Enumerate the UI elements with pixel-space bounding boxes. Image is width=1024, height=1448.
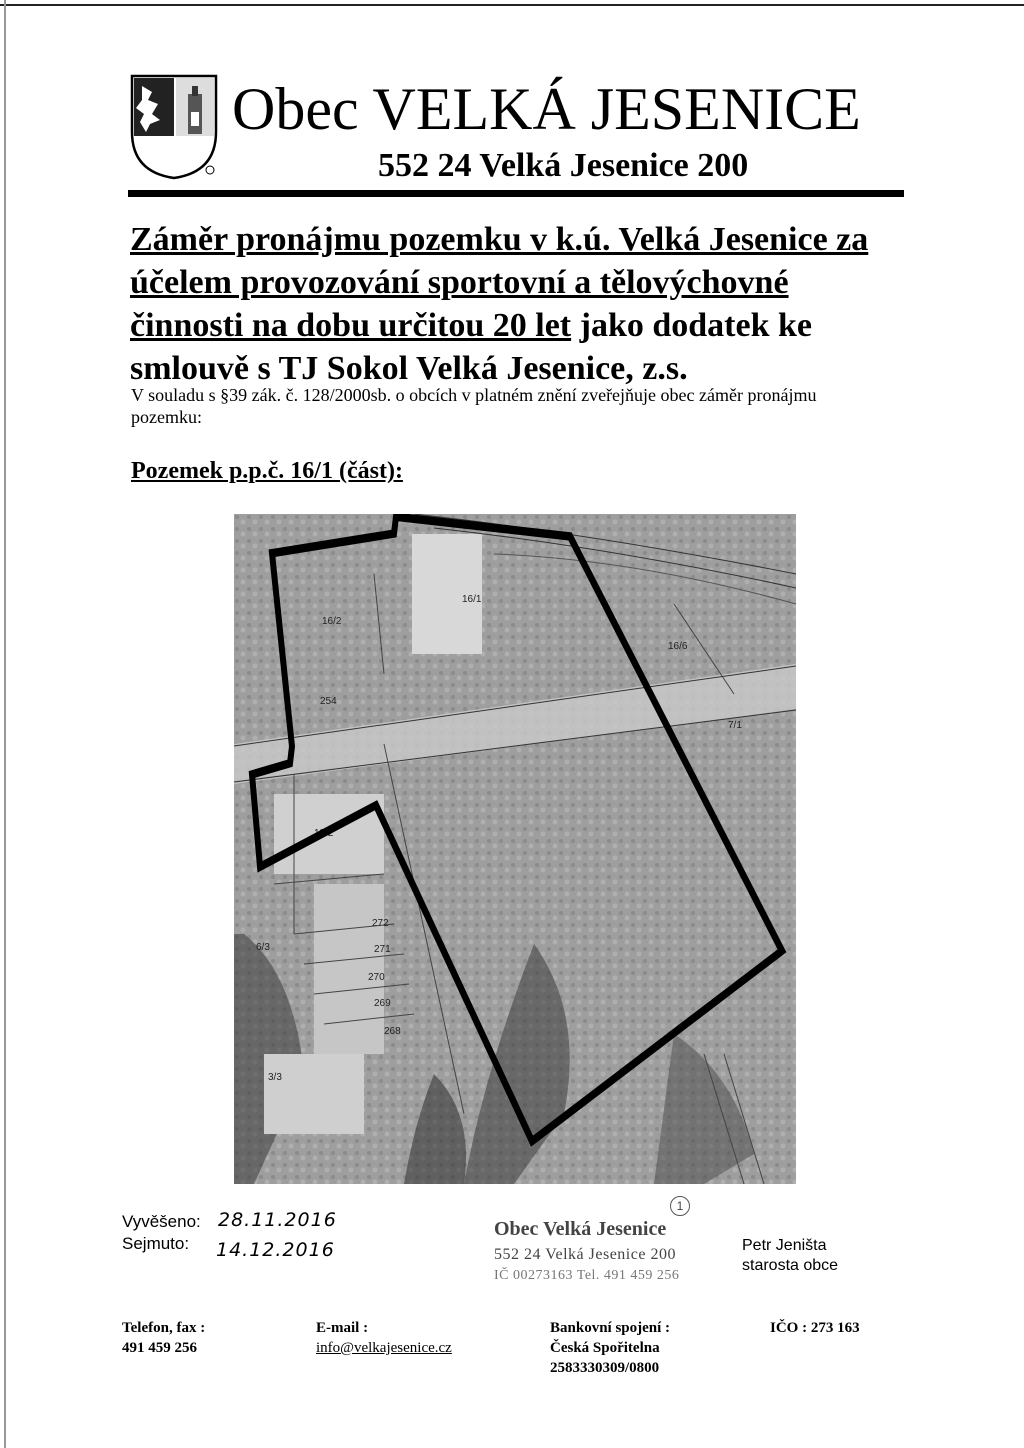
parcel-label: 3/3 [268,1072,282,1083]
parcel-map [234,514,796,1184]
parcel-label: 6/3 [256,942,270,953]
signer-name: Petr Jeništa [742,1237,827,1254]
coat-of-arms-icon [128,72,220,182]
notice-heading-underlined: Záměr pronájmu pozemku v k.ú. Velká Jesenice za účelem provozování sportovní a tělovýchovné činnosti na dobu určitou 20 let [130,221,869,344]
email-label: E-mail : [316,1320,369,1336]
parcel-label: 269 [374,998,391,1009]
footer-bank [550,1318,670,1378]
parcel-label: 271 [374,944,391,955]
notice-intro: V souladu s §39 zák. č. 128/2000sb. o obcích v platném znění zveřejňuje obec záměr pronájmu pozemku: [131,385,817,427]
parcel-label: 254 [320,696,337,707]
posted-date: 28.11.2016 [218,1209,337,1231]
scan-top-edge [0,4,1024,6]
phone-value: 491 459 256 [122,1340,197,1356]
parcel-label: 268 [384,1026,401,1037]
posted-label: Vyvěšeno: [122,1212,201,1231]
removed-label: Sejmuto: [122,1234,190,1253]
parcel-label: 270 [368,972,385,983]
parcel-label: 7/1 [728,720,742,731]
parcel-label: 16/2 [322,616,342,627]
signer-role: starosta obce [742,1257,839,1274]
parcel-label: 16/6 [668,641,688,652]
header-divider [128,190,904,197]
bank-label: Bankovní spojení : [550,1320,671,1336]
stamp-line-ids: IČ 00273163 Tel. 491 459 256 [494,1268,680,1283]
parcel-label: 13/2 [314,828,334,839]
footer-ico: IČO : 273 163 [770,1320,860,1336]
removed-date: 14.12.2016 [216,1239,335,1261]
parcel-label: 272 [372,918,389,929]
municipality-name: Obec VELKÁ JESENICE [232,76,861,142]
municipal-stamp [482,1196,712,1296]
bank-name: Česká Spořitelna [550,1340,660,1356]
municipality-address: 552 24 Velká Jesenice 200 [378,147,749,184]
footer-phone [122,1318,205,1358]
stamp-line-name: Obec Velká Jesenice [494,1218,667,1240]
phone-label: Telefon, fax : [122,1320,206,1336]
bank-account: 2583330309/0800 [550,1360,660,1376]
footer-email [316,1318,452,1358]
scan-left-edge [4,0,6,1448]
notice-heading [130,218,910,390]
notice-heading-rest: jako dodatek ke smlouvě s TJ Sokol Velká Jesenice, z.s. [130,307,812,387]
parcel-label: 16/1 [462,594,482,605]
stamp-line-address: 552 24 Velká Jesenice 200 [494,1246,676,1263]
stamp-number: 1 [670,1196,690,1216]
signer-block [742,1236,838,1276]
parcel-title: Pozemek p.p.č. 16/1 (část): [131,458,403,484]
email-link[interactable]: info@velkajesenice.cz [316,1340,452,1356]
